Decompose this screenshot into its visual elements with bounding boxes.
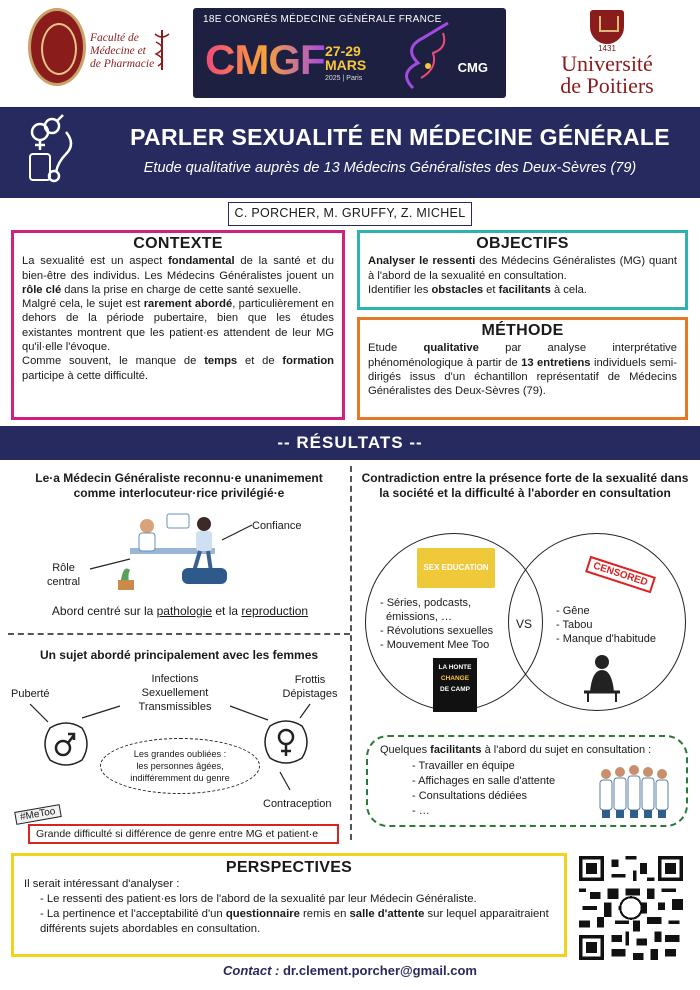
contexte-box (11, 230, 345, 420)
emphasis: formation (282, 355, 334, 368)
list-item: - Affichages en salle d'attente (412, 775, 556, 787)
text: DE CAMP (440, 686, 470, 693)
congress-year: 2025 | Paris (325, 75, 363, 82)
text: indifféremment du genre (130, 773, 230, 783)
column-divider (350, 466, 352, 840)
vs-label: VS (516, 617, 533, 631)
poster-subtitle: Etude qualitative auprès de 13 Médecins Généralistes des Deux-Sèvres (79) (143, 160, 637, 176)
faculty-line: Faculté de (90, 32, 139, 44)
emphasis: questionnaire (225, 908, 300, 920)
label-confiance: Confiance (252, 520, 302, 532)
text: à cela. (550, 283, 587, 296)
contact-email[interactable]: dr.clement.porcher@gmail.com (279, 963, 477, 978)
r1-heading: Le·a Médecin Généraliste reconnu·e unanimement comme interlocuteur·rice privilégié·e (35, 471, 323, 500)
gender-stethoscope-icon (26, 114, 78, 184)
list-item: - Manque d'habitude (556, 633, 656, 645)
text: de la santé et du bien-être des individus. Les Médecins Généralistes jouent un (22, 255, 334, 282)
text: pathologie (156, 604, 213, 618)
r3-heading: Contradiction entre la présence forte de la sexualité dans la société et la difficulté à l'aborder en consultation (361, 471, 689, 500)
perspectives-item (24, 907, 554, 937)
congress-title: 18E CONGRÈS MÉDECINE GÉNÉRALE FRANCE (203, 14, 442, 25)
poster-title: PARLER SEXUALITÉ EN MÉDECINE GÉNÉRALE (130, 124, 670, 150)
text: sur lequel apparaitraient différents sujets abordables en consultation. (40, 908, 549, 935)
text: dans la prise en charge de cette santé sexuelle. (61, 283, 302, 296)
faculty-line: Médecine et (90, 45, 146, 57)
violin-icon (393, 18, 463, 93)
university-year: 1431 (598, 44, 616, 53)
label-contraception: Contraception (263, 798, 332, 810)
difficulte-callout: Grande difficulté si différence de genre entre MG et patient·e (28, 824, 339, 844)
text: Malgré cela, le sujet est (22, 298, 144, 311)
text: LA HONTE (438, 664, 472, 671)
text: , particulièrement en dehors de la période pubertaire, bien que les études existantes montrent que les patient·es attendent de leur MG qu'il·elle l'évoque. (22, 298, 334, 354)
text: Comme souvent, le manque de (22, 355, 205, 368)
emphasis: qualitative (423, 342, 479, 355)
methode-heading: MÉTHODE (481, 322, 564, 339)
congress-month: MARS (325, 57, 367, 73)
arrow-line (220, 520, 252, 542)
male-symbol-icon (40, 718, 92, 770)
medical-team-icon (598, 760, 680, 818)
congress-days: 27-29 (325, 43, 361, 59)
caduceus-icon (152, 28, 172, 72)
list-item: - Consultations dédiées (412, 790, 527, 802)
list-item: émissions, … (386, 611, 453, 623)
text: et la (212, 604, 242, 618)
objectifs-line (368, 254, 677, 283)
text: La sexualité est un aspect (22, 255, 169, 268)
contact-label: Contact : (223, 963, 280, 978)
section-divider (8, 633, 350, 635)
title-band (0, 107, 700, 198)
text: les personnes âgées, (136, 761, 224, 771)
emphasis: rarement abordé (143, 298, 233, 311)
list-item: - Travailler en équipe (412, 760, 515, 772)
list-item: - Mouvement Mee Too (380, 639, 490, 651)
oubliees-text (100, 748, 260, 784)
perspectives-box (11, 853, 567, 957)
perspectives-item: - Le ressenti des patient·es lors de l'abord de la sexualité par leur Médecin Généraliste. (40, 893, 477, 905)
text: Rôle (52, 562, 75, 574)
r3-left-list (380, 596, 493, 652)
r2-heading: Un sujet abordé principalement avec les femmes (39, 648, 319, 662)
university-crest-icon (590, 10, 624, 44)
text: Les grandes oubliées : (133, 749, 227, 759)
censored-stamp: CENSORED (585, 556, 656, 593)
list-item: - Gêne (556, 605, 590, 617)
emphasis: 13 entretiens (521, 356, 591, 369)
congress-logo: CMGF (205, 36, 325, 83)
qr-code-icon[interactable] (579, 856, 683, 960)
list-item: - Tabou (556, 619, 593, 631)
r1-abord (12, 604, 348, 618)
text: Dépistages (282, 688, 338, 700)
congress-banner (193, 8, 506, 98)
hashtag-metoo: #MeToo (14, 804, 61, 825)
contexte-heading: CONTEXTE (133, 235, 223, 252)
label-role (47, 561, 80, 589)
consultation-illustration (112, 508, 237, 593)
objectifs-box (357, 230, 688, 310)
text: Etude (368, 342, 424, 355)
cmg-logo: CMG (457, 60, 488, 75)
contact-line (0, 963, 700, 978)
text: à l'abord du sujet en consultation : (481, 744, 652, 756)
faculty-logo (28, 8, 178, 88)
objectifs-heading: OBJECTIFS (476, 235, 569, 252)
text: CHANGE (440, 675, 470, 682)
label-puberte: Puberté (11, 688, 50, 700)
contexte-paragraph (22, 254, 334, 297)
emphasis: fondamental (168, 255, 235, 268)
faculty-seal-icon (28, 8, 86, 86)
text: Abord centré sur la (51, 604, 157, 618)
sad-person-icon (582, 652, 622, 702)
congress-dates (325, 44, 366, 86)
methode-paragraph (368, 341, 677, 398)
text: Infections (151, 673, 199, 685)
methode-box (357, 317, 688, 420)
arrow-line (88, 555, 133, 575)
perspectives-heading: PERSPECTIVES (225, 859, 353, 876)
text: - La pertinence et l'acceptabilité d'un (40, 908, 226, 920)
emphasis: rôle clé (22, 283, 62, 296)
contexte-paragraph (22, 354, 334, 383)
text: des Médecins Généralistes (MG) quant à l'abord de la sexualité en consultation. (368, 255, 678, 282)
list-item: - Séries, podcasts, (380, 597, 472, 609)
resultats-heading: -- RÉSULTATS -- (0, 426, 700, 460)
contexte-paragraph (22, 297, 334, 354)
university-logo (532, 10, 682, 96)
emphasis: salle d'attente (349, 908, 425, 920)
text: Transmissibles (138, 701, 212, 713)
emphasis: facilitants (430, 744, 482, 756)
list-item: - Révolutions sexuelles (380, 625, 494, 637)
university-name: Université (561, 51, 653, 76)
text: et de (237, 355, 283, 368)
list-item: - … (412, 805, 430, 817)
text: par analyse interprétative phénoménologique à partir de (368, 342, 677, 369)
text: participe à cette difficulté. (22, 369, 149, 382)
emphasis: facilitants (498, 283, 551, 296)
text: individuels semi-dirigés issus d'un échantillon représentatif de Médecins Généralistes des Deux-Sèvres (79). (368, 356, 678, 398)
perspectives-intro: Il serait intéressant d'analyser : (24, 878, 180, 890)
text: central (47, 576, 81, 588)
emphasis: obstacles (431, 283, 484, 296)
university-name: de Poitiers (560, 73, 654, 98)
facilitants-list (412, 759, 555, 819)
text: remis en (299, 908, 350, 920)
faculty-name (90, 32, 154, 71)
authors: C. PORCHER, M. GRUFFY, Z. MICHEL (228, 202, 472, 226)
facilitants-intro (380, 744, 651, 756)
emphasis: temps (204, 355, 238, 368)
text: reproduction (241, 604, 309, 618)
text: Identifier les (368, 283, 432, 296)
r3-right-list (556, 604, 656, 646)
text: et (483, 283, 499, 296)
text: Frottis (294, 674, 326, 686)
faculty-line: de Pharmacie (90, 58, 155, 70)
text: Sexuellement (141, 687, 209, 699)
la-honte-image (433, 658, 477, 712)
objectifs-line (368, 283, 677, 297)
emphasis: Analyser le ressenti (368, 255, 476, 268)
female-symbol-icon (260, 716, 312, 768)
sex-education-image: SEX EDUCATION (417, 548, 495, 588)
text: Quelques (380, 744, 431, 756)
